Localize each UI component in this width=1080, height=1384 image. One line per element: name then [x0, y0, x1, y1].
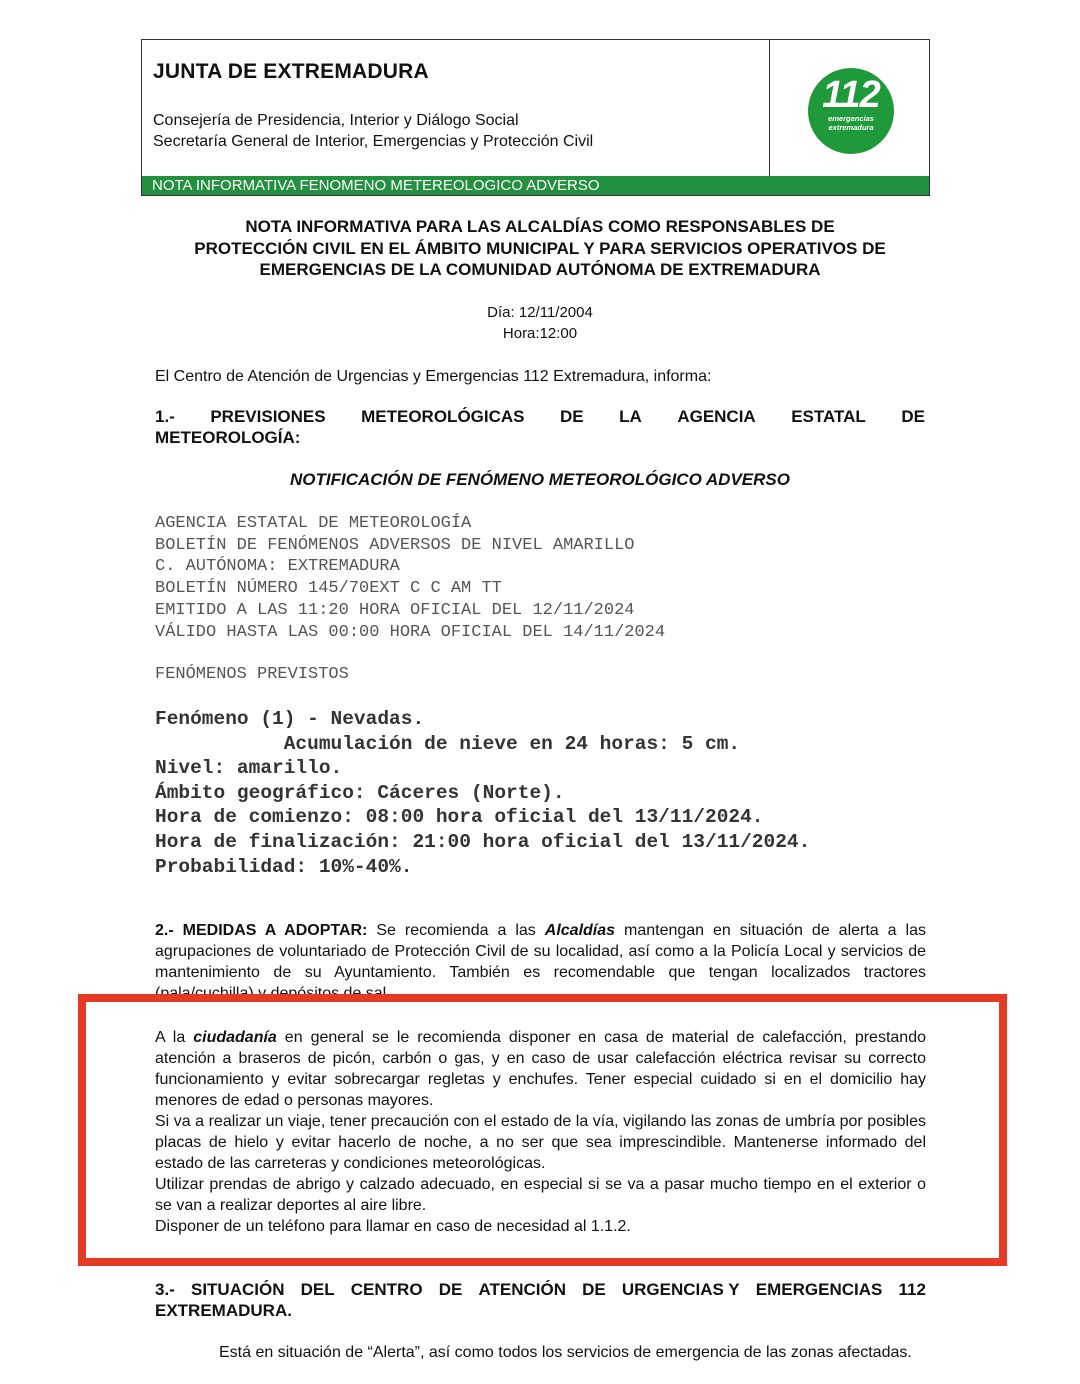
section-1-line-2: METEOROLOGÍA: [155, 428, 301, 447]
section-3-word: ATENCIÓN [478, 1280, 566, 1299]
bulletin-line: VÁLIDO HASTA LAS 00:00 HORA OFICIAL DEL 14/11/2024 [155, 622, 666, 642]
section-1-word: DE [560, 407, 584, 426]
section-1-word: 1.- [155, 407, 175, 426]
citizen-paragraph-3: Utilizar prendas de abrigo y calzado adecuado, en especial si se va a pasar mucho tiempo en el exterior o se van a realizar deportes al aire libre. [155, 1176, 926, 1214]
section-1-word: METEOROLÓGICAS [361, 407, 525, 426]
section-2-paragraph [155, 920, 927, 1002]
section-3-word: URGENCIAS Y [621, 1280, 740, 1299]
citizen-paragraph-4: Disponer de un teléfono para llamar en caso de necesidad al 1.1.2. [155, 1218, 631, 1235]
logo-112 [808, 68, 894, 154]
section-3-word: 3.- [155, 1280, 175, 1299]
section-3-line-1 [155, 1279, 926, 1300]
citizen-text-a: A la [155, 1029, 194, 1046]
time-value: Hora:12:00 [502, 325, 578, 342]
phenomenon-line: Ámbito geográfico: Cáceres (Norte). [155, 781, 565, 804]
section-1-line-1 [155, 406, 925, 427]
citizen-recommendations [155, 1027, 926, 1237]
section-2-emphasis: Alcaldías [544, 922, 616, 939]
citizen-emphasis: ciudadanía [193, 1029, 277, 1046]
section-3-line-2: EXTREMADURA. [155, 1301, 292, 1320]
phenomena-heading: FENÓMENOS PREVISTOS [155, 665, 349, 684]
document-title [150, 216, 930, 281]
title-line-3: EMERGENCIAS DE LA COMUNIDAD AUTÓNOMA DE EXTREMADURA [259, 260, 821, 279]
bulletin-line: C. AUTÓNOMA: EXTREMADURA [155, 557, 400, 577]
phenomenon-line: Hora de finalización: 21:00 hora oficial del 13/11/2024. [155, 830, 811, 853]
section-3-word: EMERGENCIAS [755, 1280, 883, 1299]
logo-subtitle-1: emergencias [828, 114, 874, 123]
section-1-word: ESTATAL [791, 407, 866, 426]
citizen-paragraph-2: Si va a realizar un viaje, tener precaución con el estado de la vía, vigilando las zonas de umbría por posibles placas de hielo y evitar hacerlo de noche, a no ser que sea imprescindible. Mantenerse informado del estado de las carreteras y condiciones meteorológicas. [155, 1113, 926, 1172]
logo-subtitle-2: extremadura [828, 123, 874, 132]
date-time [440, 302, 640, 344]
section-3-heading [155, 1279, 926, 1321]
logo-number: 112 [822, 74, 880, 116]
section-2-heading: 2.- MEDIDAS A ADOPTAR: [155, 922, 368, 939]
phenomenon-details [155, 707, 810, 879]
phenomenon-line: Probabilidad: 10%-40%. [155, 855, 413, 878]
section-3-word: DE [438, 1280, 463, 1299]
phenomenon-line: Acumulación de nieve en 24 horas: 5 cm. [155, 732, 741, 755]
intro-text: El Centro de Atención de Urgencias y Emergencias 112 Extremadura, informa: [155, 368, 712, 385]
organization-name: JUNTA DE EXTREMADURA [153, 60, 429, 83]
citizen-text-b: en general se le recomienda disponer en casa de material de calefacción, prestando atención a braseros de picón, carbón o gas, y en caso de usar calefacción eléctrica revisar su correcto funcionamiento y evitar sobrecargar regletas y enchufes. Tener especial cuidado si en el domicilio hay menores de edad o personas mayores. [155, 1029, 926, 1109]
section-1-word: AGENCIA [677, 407, 756, 426]
section-1-word: DE [901, 407, 925, 426]
department-line-1: Consejería de Presidencia, Interior y Diálogo Social [153, 112, 519, 129]
header-left-cell [142, 40, 770, 176]
bulletin-block [155, 513, 665, 643]
bulletin-line: BOLETÍN DE FENÓMENOS ADVERSOS DE NIVEL AMARILLO [155, 535, 635, 555]
title-line-2: PROTECCIÓN CIVIL EN EL ÁMBITO MUNICIPAL Y PARA SERVICIOS OPERATIVOS DE [194, 238, 886, 258]
citizen-paragraph-1 [155, 1027, 926, 1111]
bulletin-line: EMITIDO A LAS 11:20 HORA OFICIAL DEL 12/11/2024 [155, 600, 635, 620]
phenomenon-line: Hora de comienzo: 08:00 hora oficial del 13/11/2024. [155, 806, 764, 829]
document-header [141, 39, 930, 196]
section-3-word: DEL [300, 1280, 335, 1299]
section-1-word: PREVISIONES [210, 407, 326, 426]
section-1-word: LA [619, 407, 642, 426]
date-value: Día: 12/11/2004 [487, 304, 593, 321]
section-3-word: 112 [898, 1280, 926, 1299]
bulletin-line: AGENCIA ESTATAL DE METEOROLOGÍA [155, 514, 472, 533]
logo-112-icon [808, 68, 894, 154]
notification-title: NOTIFICACIÓN DE FENÓMENO METEOROLÓGICO ADVERSO [290, 470, 790, 489]
header-band: NOTA INFORMATIVA FENOMENO METEREOLOGICO ADVERSO [142, 176, 929, 195]
title-line-1: NOTA INFORMATIVA PARA LAS ALCALDÍAS COMO RESPONSABLES DE [245, 217, 835, 236]
section-3-word: DE [582, 1280, 606, 1299]
status-text: Está en situación de “Alerta”, así como todos los servicios de emergencia de las zonas afectadas. [219, 1344, 912, 1361]
bulletin-line: BOLETÍN NÚMERO 145/70EXT C C AM TT [155, 579, 502, 599]
section-2-text-b: mantengan en situación de alerta a las agrupaciones de voluntariado de Protección Civil de su localidad, así como a la Policía Local y servicios de mantenimiento de su Ayuntamiento. También es recomendable que tengan localizados tractores (pala/cuchilla) y depósitos de sal. [155, 922, 927, 1002]
phenomenon-line: Nivel: amarillo. [155, 757, 343, 780]
section-1-heading [155, 406, 925, 448]
section-3-word: CENTRO [350, 1280, 423, 1299]
department-line-2: Secretaría General de Interior, Emergencias y Protección Civil [153, 133, 594, 150]
section-2-text-a: Se recomienda a las [367, 922, 545, 939]
section-3-word: SITUACIÓN [190, 1280, 285, 1299]
phenomenon-line: Fenómeno (1) - Nevadas. [155, 708, 425, 730]
